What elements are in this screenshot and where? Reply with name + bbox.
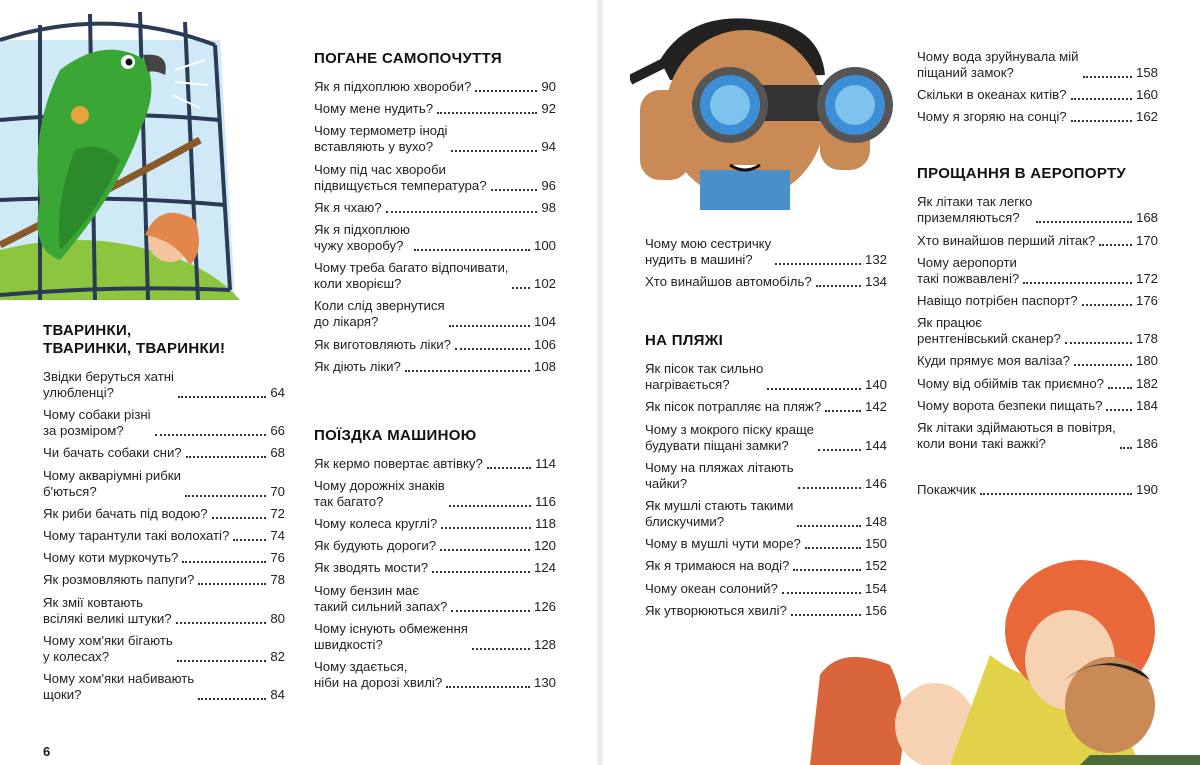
toc-column-c (645, 236, 887, 625)
toc-entry[interactable] (645, 498, 887, 530)
dot-leader (791, 614, 861, 616)
entry-question: Навіщо потрібен паспорт? (917, 292, 1078, 308)
toc-entry[interactable] (314, 621, 556, 653)
entry-page: 74 (270, 527, 285, 543)
entry-page: 180 (1135, 353, 1158, 369)
entry-question: Чому мою сестричку нудить в машині? (645, 236, 772, 267)
book-gutter (596, 0, 604, 765)
entry-page: 102 (533, 276, 556, 292)
toc-entry[interactable] (314, 101, 556, 117)
entry-question: Чому термометр іноді вставляють у вухо? (314, 123, 448, 155)
dot-leader (198, 698, 266, 700)
toc-entry[interactable] (314, 516, 556, 532)
entry-question: Чому існують обмеження швидкості? (314, 620, 468, 652)
entry-page: 100 (533, 237, 556, 253)
entry-question: Чому мене нудить? (314, 101, 434, 117)
dot-leader (186, 456, 267, 458)
dot-leader (198, 583, 266, 585)
dot-leader (798, 487, 861, 489)
entry-question: Куди прямує моя валіза? (917, 353, 1070, 369)
dot-leader (1120, 447, 1132, 449)
dot-leader (487, 467, 531, 469)
entry-page: 84 (270, 686, 285, 702)
dot-leader (797, 525, 861, 527)
entry-page: 150 (864, 536, 887, 552)
dot-leader (386, 211, 538, 213)
entry-question: Як змії ковтають всілякі великі штуки? (43, 594, 172, 626)
entry-question: Як будують дороги? (314, 538, 437, 554)
toc-entry[interactable] (314, 200, 556, 216)
toc-section-beach (645, 332, 887, 619)
toc-column-d (917, 49, 1158, 504)
entry-question: Чому океан солоний? (645, 580, 778, 596)
entry-page: 158 (1135, 65, 1158, 80)
entry-question: Чому під час хвороби підвищується температура? (314, 161, 487, 193)
entry-question: Звідки беруться хатні улюбленці? (43, 369, 174, 400)
entry-page: 118 (534, 516, 556, 532)
dot-leader (816, 285, 861, 287)
entry-question: Чому бензин має такий сильний запах? (314, 582, 448, 614)
section-title: НА ПЛЯЖІ (645, 332, 724, 350)
toc-entry[interactable] (314, 298, 556, 330)
entry-question: Як пісок потрапляє на пляж? (645, 399, 822, 415)
entry-page: 80 (270, 610, 285, 626)
toc-entry[interactable] (43, 407, 285, 439)
entry-question: Чому акваріумні рибки б'ються? (43, 467, 181, 499)
entry-question: Як я підхоплюю чужу хворобу? (314, 221, 410, 253)
dot-leader (1099, 244, 1132, 246)
toc-entry[interactable] (917, 194, 1158, 226)
dot-leader (805, 547, 861, 549)
dot-leader (475, 90, 537, 92)
entry-page: 146 (864, 475, 887, 491)
toc-entry[interactable] (314, 79, 556, 95)
toc-entry[interactable] (43, 550, 285, 566)
entry-page: 106 (533, 336, 556, 352)
dot-leader (1036, 221, 1132, 223)
dot-leader (512, 287, 530, 289)
toc-section-airport (917, 165, 1158, 452)
entry-page: 104 (533, 314, 556, 330)
dot-leader (1083, 76, 1132, 78)
entry-page: 64 (270, 385, 285, 400)
entry-page: 168 (1135, 210, 1158, 226)
entry-page: 94 (541, 139, 556, 155)
entry-question: Як зводять мости? (314, 560, 429, 576)
entry-page: 82 (270, 648, 285, 664)
section-title: ПРОЩАННЯ В АЕРОПОРТУ (917, 165, 1127, 183)
entry-page: 160 (1135, 87, 1158, 103)
toc-entry[interactable] (645, 361, 887, 393)
entry-page: 78 (270, 572, 285, 588)
entry-page: 148 (864, 513, 887, 529)
dot-leader (155, 434, 267, 436)
toc-entry[interactable] (645, 236, 887, 268)
dot-leader (818, 449, 861, 451)
toc-entry[interactable] (43, 633, 285, 665)
page-number: 6 (43, 744, 51, 759)
dot-leader (472, 648, 530, 650)
toc-entry[interactable] (917, 87, 1158, 103)
dot-leader (775, 263, 861, 265)
entry-question: Чи бачать собаки сни? (43, 445, 182, 461)
entry-page: 114 (534, 455, 556, 471)
entry-question: Як пісок так сильно нагрівається? (645, 361, 764, 393)
entry-page: 72 (270, 505, 285, 521)
entry-question: Покажчик (917, 481, 976, 497)
entry-page: 130 (533, 675, 556, 690)
dot-leader (449, 325, 530, 327)
dot-leader (1065, 342, 1132, 344)
toc-entry[interactable] (645, 536, 887, 552)
entry-question: Як утворюються хвилі? (645, 602, 787, 618)
entry-page: 162 (1135, 109, 1158, 125)
entry-question: Як працює рентгенівський сканер? (917, 315, 1061, 347)
entry-question: Чому вода зруйнувала мій піщаний замок? (917, 49, 1079, 80)
toc-entry[interactable] (917, 109, 1158, 125)
dot-leader (767, 388, 861, 390)
toc-section-animals (43, 322, 285, 709)
entry-question: Чому треба багато відпочивати, коли хворієш? (314, 260, 509, 292)
toc-entry[interactable] (43, 572, 285, 588)
entry-question: Чому коти муркочуть? (43, 550, 179, 566)
toc-entry[interactable] (917, 315, 1158, 347)
entry-question: Як риби бачать під водою? (43, 505, 208, 521)
entry-page: 142 (864, 399, 887, 415)
toc-entry[interactable] (314, 478, 556, 510)
entry-question: Як літаки так легко приземляються? (917, 194, 1033, 226)
entry-question: Чому аеропорти такі пожвавлені? (917, 254, 1020, 286)
dot-leader (185, 495, 266, 497)
toc-column-b (314, 50, 556, 697)
entry-question: Чому дорожніх знаків так багато? (314, 477, 445, 509)
entry-page: 134 (864, 274, 887, 290)
toc-entry[interactable] (314, 359, 556, 375)
entry-page: 76 (270, 550, 285, 566)
entry-page: 132 (864, 252, 887, 267)
toc-entry[interactable] (917, 420, 1158, 452)
toc-entry[interactable] (43, 468, 285, 500)
entry-page: 124 (533, 560, 556, 576)
dot-leader (455, 348, 530, 350)
toc-entry[interactable] (314, 260, 556, 292)
dot-leader (451, 150, 537, 152)
entry-question: Як я чхаю? (314, 199, 382, 215)
entry-question: Хто винайшов автомобіль? (645, 274, 812, 290)
toc-entry[interactable] (314, 162, 556, 194)
entry-question: Чому з мокрого піску краще будувати піщані замки? (645, 421, 814, 453)
toc-section-car-trip (314, 427, 556, 691)
entry-page: 170 (1135, 232, 1158, 248)
entry-question: Чому ворота безпеки пищать? (917, 397, 1103, 413)
entry-page: 116 (534, 493, 556, 509)
dot-leader (414, 249, 530, 251)
entry-question: Чому здається, ніби на дорозі хвилі? (314, 659, 443, 690)
toc-entry[interactable] (917, 353, 1158, 369)
dot-leader (1071, 120, 1132, 122)
entry-question: Як виготовляють ліки? (314, 336, 451, 352)
toc-entry[interactable] (43, 671, 285, 703)
entry-page: 90 (541, 79, 556, 94)
entry-question: Чому на пляжах літають чайки? (645, 459, 794, 491)
entry-page: 178 (1135, 331, 1158, 347)
dot-leader (793, 569, 861, 571)
entry-page: 144 (864, 437, 887, 453)
toc-entry[interactable] (314, 222, 556, 254)
entry-question: Чому собаки різні за розміром? (43, 407, 151, 439)
entry-page: 140 (864, 377, 887, 393)
dot-leader (432, 571, 530, 573)
toc-entry[interactable] (917, 398, 1158, 414)
toc-entry[interactable] (314, 560, 556, 576)
entry-page: 120 (533, 538, 556, 554)
dot-leader (405, 370, 530, 372)
dot-leader (437, 112, 537, 114)
dot-leader (451, 610, 530, 612)
entry-question: Чому хом'яки бігають у колесах? (43, 632, 173, 664)
toc-entry[interactable] (314, 456, 556, 472)
entry-page: 176 (1135, 292, 1158, 308)
toc-entry[interactable] (917, 293, 1158, 309)
dot-leader (449, 505, 531, 507)
dot-leader (178, 396, 266, 398)
toc-section-feeling-unwell (314, 50, 556, 375)
toc-entry[interactable] (645, 399, 887, 415)
dot-leader (825, 410, 861, 412)
toc-entry[interactable] (917, 376, 1158, 392)
toc-entry[interactable] (314, 659, 556, 691)
toc-entry[interactable] (43, 445, 285, 461)
dot-leader (182, 561, 266, 563)
entry-question: Як я тримаюся на воді? (645, 558, 790, 574)
dot-leader (233, 539, 266, 541)
entry-page: 128 (533, 636, 556, 652)
toc-entry[interactable] (314, 583, 556, 615)
entry-question: Як літаки здіймаються в повітря, коли вони такі важкі? (917, 419, 1116, 451)
toc-entry[interactable] (645, 460, 887, 492)
toc-entry[interactable] (314, 337, 556, 353)
toc-entry[interactable] (917, 233, 1158, 249)
entry-page: 108 (533, 358, 556, 374)
entry-question: Як розмовляють папуги? (43, 572, 195, 588)
child-with-binoculars-illustration (630, 0, 930, 210)
dot-leader (176, 622, 267, 624)
dot-leader (1106, 409, 1132, 411)
toc-entry[interactable] (314, 538, 556, 554)
entry-page: 70 (270, 483, 285, 499)
entry-page: 154 (864, 580, 887, 596)
entry-page: 152 (864, 558, 887, 574)
section-title: ПОЇЗДКА МАШИНОЮ (314, 426, 477, 444)
entry-page: 66 (270, 423, 285, 439)
entry-question: Як діють ліки? (314, 358, 401, 374)
parrot-in-cage-illustration (0, 0, 265, 310)
toc-entry[interactable] (43, 528, 285, 544)
entry-page: 184 (1135, 397, 1158, 413)
toc-entry[interactable] (314, 123, 556, 155)
entry-question: Як кермо повертає автівку? (314, 455, 483, 471)
dot-leader (1108, 387, 1132, 389)
dot-leader (440, 549, 530, 551)
dot-leader (1023, 282, 1132, 284)
toc-entry[interactable] (43, 595, 285, 627)
dot-leader (446, 686, 530, 688)
entry-question: Чому тарантули такі волохаті? (43, 527, 230, 543)
toc-entry[interactable] (645, 603, 887, 619)
section-title: ТВАРИНКИ, ТВАРИНКИ, ТВАРИНКИ! (43, 322, 226, 357)
entry-page: 190 (1135, 481, 1158, 497)
entry-question: Коли слід звернутися до лікаря? (314, 298, 445, 330)
entry-question: Чому хом'яки набивають щоки? (43, 670, 195, 702)
toc-entry[interactable] (917, 49, 1158, 81)
entry-page: 186 (1135, 435, 1158, 451)
toc-entry[interactable] (645, 274, 887, 290)
entry-page: 98 (541, 199, 556, 215)
dot-leader (980, 493, 1132, 495)
dot-leader (491, 189, 538, 191)
dot-leader (782, 592, 861, 594)
toc-entry[interactable] (645, 581, 887, 597)
entry-question: Скільки в океанах китів? (917, 87, 1067, 103)
dot-leader (1074, 364, 1132, 366)
toc-entry[interactable] (917, 255, 1158, 287)
entry-question: Чому колеса круглі? (314, 516, 438, 532)
entry-page: 182 (1135, 375, 1158, 391)
entry-question: Чому від обіймів так приємно? (917, 375, 1104, 391)
toc-entry-index[interactable] (917, 482, 1158, 498)
entry-page: 92 (541, 101, 556, 117)
entry-question: Хто винайшов перший літак? (917, 232, 1096, 248)
toc-entry[interactable] (645, 422, 887, 454)
toc-entry[interactable] (43, 369, 285, 401)
dot-leader (1071, 98, 1132, 100)
toc-entry[interactable] (43, 506, 285, 522)
entry-question: Чому в мушлі чути море? (645, 536, 801, 552)
entry-question: Як я підхоплюю хвороби? (314, 79, 472, 94)
dot-leader (1082, 304, 1132, 306)
entry-page: 96 (541, 177, 556, 193)
dot-leader (177, 660, 267, 662)
dot-leader (212, 517, 267, 519)
toc-entry[interactable] (645, 558, 887, 574)
entry-page: 68 (270, 445, 285, 461)
entry-page: 126 (533, 598, 556, 614)
dot-leader (441, 527, 531, 529)
section-title: ПОГАНЕ САМОПОЧУТТЯ (314, 50, 502, 67)
entry-question: Чому я згоряю на сонці? (917, 109, 1067, 125)
entry-question: Як мушлі стають такими блискучими? (645, 497, 794, 529)
entry-page: 156 (864, 602, 887, 618)
entry-page: 172 (1135, 270, 1158, 286)
